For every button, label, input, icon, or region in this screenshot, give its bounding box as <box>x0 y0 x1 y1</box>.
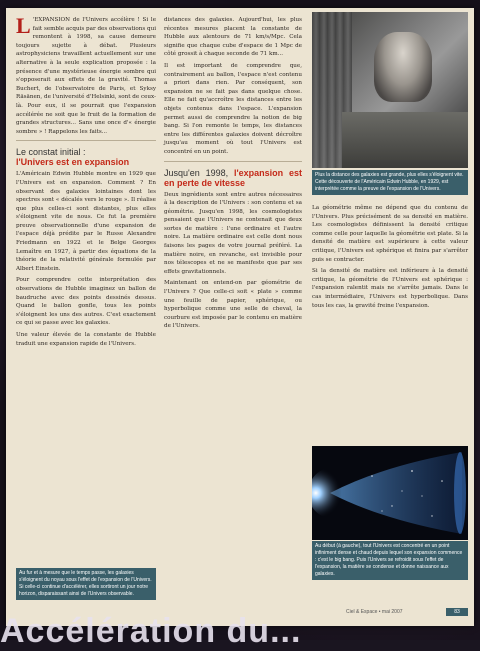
column-2 <box>164 16 302 334</box>
page-footer: Ciel & Espace • mai 2007 <box>346 609 403 615</box>
magazine-page <box>6 8 474 626</box>
body-paragraph: Une valeur élevée de la constante de Hubble traduit une expansion rapide de l'Univers. <box>16 332 156 347</box>
column-3 <box>312 204 468 313</box>
portrait-figure <box>374 32 432 102</box>
photo-caption: Plus la distance des galaxies est grande, plus elles s'éloignent vite. Cette découverte de l'Américain Edwin Hubble, en 1929, est interprétée comme la preuve de l'expansion de l'Univers. <box>312 170 468 195</box>
column-1 <box>16 13 156 351</box>
next-page-title: Accélération du... <box>0 612 302 650</box>
drop-cap: L <box>16 13 31 38</box>
hubble-photo <box>312 12 468 168</box>
body-paragraph: L'Américain Edwin Hubble montre en 1929 que l'Univers est en expansion. Comment ? En observant des galaxies lointaines dont les spectres sont « décalés vers le rouge ». Il réalise que plus celles-ci sont distantes, plus elles s'éloignent vite de nous. Ce fut la première preuve observationnelle d'une expansion de l'espace déjà prédite par le Russe Alexandre Friedmann en 1922 et le Belge Georges Lemaître en 1927, à partir des équations de la théorie de la relativité générale formulée par Albert Einstein. <box>16 171 156 272</box>
separator <box>164 161 302 162</box>
illustration-caption: Au début (à gauche), tout l'Univers est concentré en un point infiniment dense et chaud depuis lequel son expansion commence : c'est le big bang. Puis l'Univers se refroidit sous l'effet de l'expansion, la matière se condense et donne naissance aux galaxies. <box>312 541 468 580</box>
body-paragraph: Maintenant on entend-on par géométrie de l'Univers ? Que celle-ci soit « plate » comme une feuille de papier, sphérique, ou hyperbolique comme une selle de cheval, la courbure est imposée par le contenu en matière de l'Univers. <box>164 280 302 330</box>
desk <box>342 112 468 168</box>
separator <box>16 140 156 141</box>
intro-paragraph: L 'EXPANSION de l'Univers accélère ! Si le fait semble acquis par des observations qui remontent à 1998, sa cause demeure toujours sujette à débat. Plusieurs astrophysiciens travaillent actuellement sur une alternative à la seule explication proposée : la présence d'une mystérieuse énergie sombre qui s'opposerait aux effets de la gravité. Thomas Buchert, de l'observatoire de Paris, et Syksy Räsänen, de l'université d'Helsinki, sont de ceux-là. Pour eux, il se pourrait que l'expansion accélérée ne soit que le fruit de la formation de grandes structures... Sans une once d'« énergie sombre » ! Rappelons les faits... <box>16 13 156 135</box>
body-paragraph: Si la densité de matière est inférieure à la densité critique, la géométrie de l'Univers est sphérique : l'expansion ralentit mais ne s'arrête jamais. Dans le cas intermédiaire, l'Univers est hyperbolique. Dans tous les cas, la gravité freine l'expansion. <box>312 268 468 309</box>
body-paragraph: La géométrie même ne dépend que du contenu de l'Univers. Plus précisément de sa densité en matière. Les cosmologistes définissent la densité critique comme celle pour laquelle la géométrie est plate. Si la densité de matière est supérieure à cette valeur critique, l'Univers est sphérique et finira par s'arrêter puis se contracter. <box>312 205 468 263</box>
body-paragraph: distances des galaxies. Aujourd'hui, les plus récentes mesures placent la constante de Hubble aux alentours de 71 km/s/Mpc. Cela signifie que chaque cube d'espace de 1 Mpc de côté grossit à chaque seconde de 71 km... <box>164 17 302 58</box>
universe-cone-illustration <box>312 446 468 540</box>
page-number-badge: 83 <box>446 608 468 616</box>
body-paragraph: Deux ingrédients sont entre autres nécessaires à la description de l'Univers : son contenu et sa géométrie. Jusqu'en 1998, les cosmologistes pensaient que l'Univers ne contenait que deux sortes de matière : l'une ordinaire et l'autre noire. La matière ordinaire est celle dont nous faisons les pages de votre journal préféré. La matière noire, en revanche, est invisible pour nos télescopes et ne se manifeste que par ses effets gravitationnels. <box>164 191 302 275</box>
bottom-left-caption: Au fur et à mesure que le temps passe, les galaxies s'éloignent du noyau sous l'effet de l'expansion de l'Univers. Si celle-ci continue d'accélérer, elles sortiront un jour notre horizon, disparaissant ainsi de l'Univers observable. <box>16 568 156 600</box>
section-heading-2: Jusqu'en 1998, l'expansion est en perte de vitesse <box>164 167 302 188</box>
section-heading-1: Le constat initial : l'Univers est en expansion <box>16 147 130 168</box>
body-paragraph: Pour comprendre cette interprétation des observations de Hubble imaginez un ballon de baudruche avec des points dessinés dessus. Quand le ballon gonfle, tous les points s'éloignent les uns des autres. C'est exactement ce qui se passe avec les galaxies. <box>16 277 156 327</box>
body-paragraph: Il est important de comprendre que, contrairement au ballon, l'espace n'est contenu a priori dans rien. Par conséquent, son expansion ne se fait pas dans quelque chose. Elle ne fait qu'accroître les distances entre les objets contenus dans l'espace. L'expansion permet aussi de comprendre la notion de big bang. Si l'on remonte le temps, les distances entre les différentes galaxies doivent décroître jusqu'au moment où tout l'Univers est concentré en un point. <box>164 62 302 155</box>
